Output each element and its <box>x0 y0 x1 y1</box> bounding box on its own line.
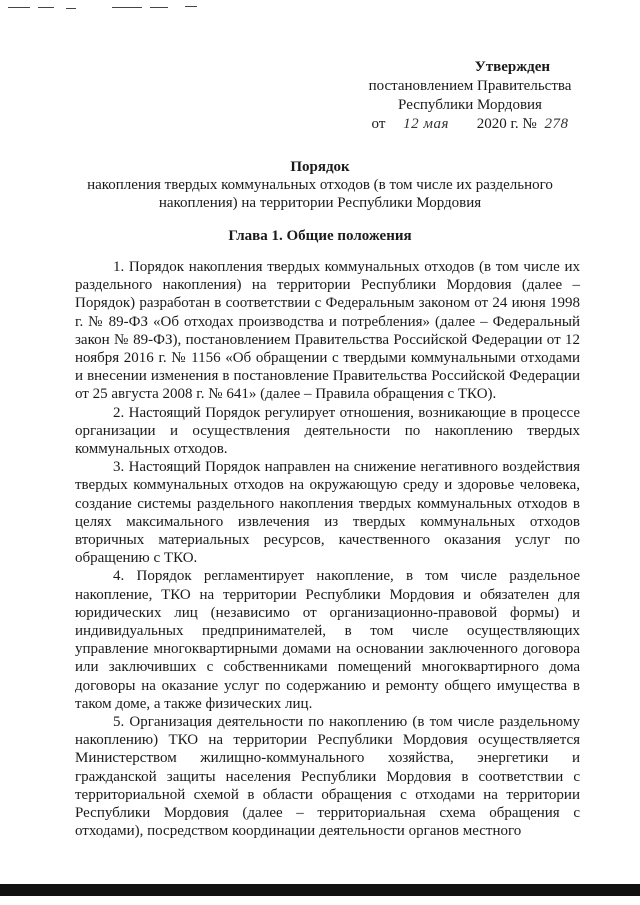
paragraph: 3. Настоящий Порядок направлен на снижение негативного воздействия твердых коммунальных отходов на окружающую среду и здоровье человека, создание системы раздельного накопления твердых коммунальных отходов в целях максимального извлечения из твердых коммунальных отходов вторичных материальных ресурсов, качественного оказания услуг по обращению с ТКО. <box>75 459 580 567</box>
paragraph: 4. Порядок регламентирует накопление, в том числе раздельное накопление, ТКО на территории Республики Мордовия и обязателен для юридических лиц (независимо от организационно-правовой формы) и индивидуальных предпринимателей, в том числе осуществляющих управление многоквартирными домами на основании заключенного договора или заключивших с собственниками помещений многоквартирного дома договоры на оказание услуг по содержанию и ремонту общего имущества в таком доме, а также физических лиц. <box>75 568 580 712</box>
scan-artifact <box>38 7 54 8</box>
scan-bottom-edge <box>0 884 640 896</box>
approval-date-line <box>350 115 590 134</box>
scan-artifact <box>8 7 30 8</box>
title-subtitle-2: накопления) на территории Республики Мордовия <box>158 195 482 211</box>
approval-title: Утвержден <box>474 59 550 75</box>
approval-date: 12 мая <box>403 116 449 132</box>
paragraph: 5. Организация деятельности по накоплению (в том числе раздельному накоплению) ТКО на территории Республики Мордовия осуществляется Министерством жилищно-коммунального хозяйства, энергетики и гражданской защиты населения Республики Мордовия в соответствии с территориальной схемой в области обращения с отходами на территории Республики Мордовия (далее – территориальная схема обращения с отходами), посредством координации деятельности органов местного <box>75 714 580 840</box>
approval-date-prefix: от <box>371 116 386 132</box>
paragraph: 1. Порядок накопления твердых коммунальных отходов (в том числе их раздельного накопления) на территории Республики Мордовия (далее – Порядок) разработан в соответствии с Федеральным законом от 24 июня 1998 г. № 89-ФЗ «Об отходах производства и потребления» (далее – Федеральный закон № 89-ФЗ), постановлением Правительства Российской Федерации от 12 ноября 2016 г. № 1156 «Об обращении с твердыми коммунальными отходами и внесении изменения в постановление Правительства Российской Федерации от 25 августа 2008 г. № 641» (далее – Правила обращения с ТКО). <box>75 259 580 403</box>
approval-number: 278 <box>544 116 569 132</box>
document-title <box>60 158 580 212</box>
approval-line-2: Республики Мордовия <box>398 97 542 113</box>
approval-line-1: постановлением Правительства <box>368 78 572 94</box>
title-main: Порядок <box>290 159 350 175</box>
scan-artifact <box>185 6 197 7</box>
document-body <box>75 258 580 841</box>
title-subtitle-1: накопления твердых коммунальных отходов (в том числе их раздельного <box>87 177 553 193</box>
scan-artifact <box>66 8 76 9</box>
approval-year-number: 2020 г. № <box>476 116 537 132</box>
scan-artifact <box>112 7 142 8</box>
paragraph: 2. Настоящий Порядок регулирует отношения, возникающие в процессе организации и осуществления деятельности по накоплению твердых коммунальных отходов. <box>75 404 580 458</box>
scan-artifact <box>150 7 168 8</box>
chapter-heading: Глава 1. Общие положения <box>228 228 412 244</box>
approval-block <box>350 58 590 134</box>
